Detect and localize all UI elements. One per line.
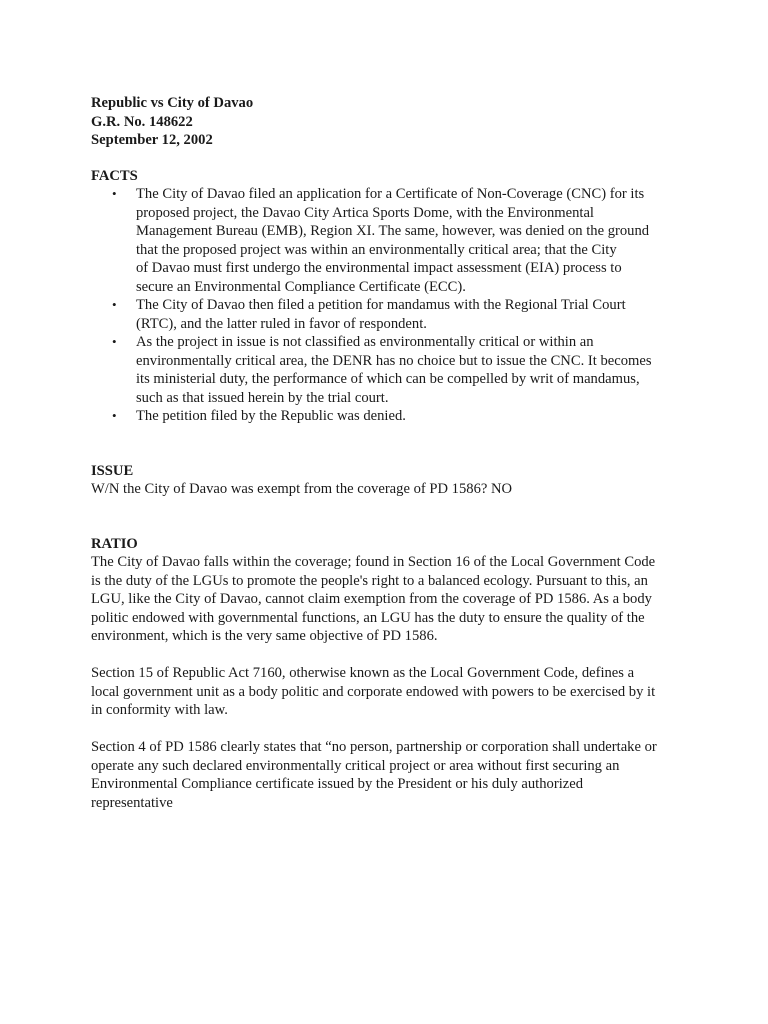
facts-item-line: of Davao must first undergo the environmental impact assessment (EIA) process to (136, 260, 622, 276)
ratio-line: operate any such declared environmentally critical project or area without first securing an (91, 757, 620, 774)
facts-item-line: secure an Environmental Compliance Certificate (ECC). (136, 278, 466, 295)
facts-item (91, 185, 711, 296)
issue-text: W/N the City of Davao was exempt from the coverage of PD 1586? NO (91, 481, 513, 497)
ratio-paragraph (91, 738, 711, 812)
ratio-line: environment, which is the very same objective of PD 1586. (91, 628, 438, 644)
ratio-paragraph (91, 664, 711, 720)
facts-item-line: The petition filed by the Republic was denied. (136, 408, 406, 424)
bullet-icon: • (112, 297, 117, 312)
ratio-paragraph (91, 553, 711, 646)
facts-item-line: Management Bureau (EMB), Region XI. The same, however, was denied on the ground (136, 223, 650, 239)
facts-item-line: (RTC), and the latter ruled in favor of respondent. (136, 315, 427, 332)
bullet-icon: • (112, 186, 117, 201)
ratio-line: Environmental Compliance certificate issued by the President or his duly authorized (91, 776, 583, 792)
facts-heading: FACTS (91, 167, 138, 184)
facts-item-line: proposed project, the Davao City Artica Sports Dome, with the Environmental (136, 204, 594, 221)
ratio-line: local government unit as a body politic and corporate endowed with powers to be exercised by it (91, 683, 656, 700)
ratio-line: representative (91, 794, 173, 811)
ratio-line: in conformity with law. (91, 702, 228, 718)
bullet-icon: • (112, 334, 117, 349)
facts-item (91, 296, 711, 333)
facts-list (91, 185, 711, 426)
case-header (91, 94, 711, 150)
ratio-line: politic endowed with governmental functions, an LGU has the duty to ensure the quality of the (91, 609, 645, 626)
facts-item-line: such as that issued herein by the trial court. (136, 389, 389, 406)
ratio-line: LGU, like the City of Davao, cannot claim exemption from the coverage of PD 1586. As a body (91, 591, 652, 607)
case-date: September 12, 2002 (91, 132, 213, 148)
case-gr-number: G.R. No. 148622 (91, 113, 193, 130)
ratio-heading: RATIO (91, 535, 138, 552)
ratio-line: is the duty of the LGUs to promote the people's right to a balanced ecology. Pursuant to this, an (91, 572, 648, 589)
ratio-line: The City of Davao falls within the coverage; found in Section 16 of the Local Government Code (91, 554, 656, 570)
facts-item-line: that the proposed project was within an environmentally critical area; that the City (136, 241, 617, 258)
facts-item (91, 333, 711, 407)
document-page (91, 94, 711, 812)
ratio-line: Section 4 of PD 1586 clearly states that “no person, partnership or corporation shall undertake or (91, 739, 657, 755)
bullet-icon: • (112, 408, 117, 423)
case-title: Republic vs City of Davao (91, 95, 254, 111)
facts-item-line: The City of Davao filed an application for a Certificate of Non-Coverage (CNC) for its (136, 186, 645, 202)
ratio-line: Section 15 of Republic Act 7160, otherwise known as the Local Government Code, defines a (91, 665, 635, 681)
facts-item-line: its ministerial duty, the performance of which can be compelled by writ of mandamus, (136, 371, 640, 387)
facts-item-line: The City of Davao then filed a petition for mandamus with the Regional Trial Court (136, 297, 626, 313)
facts-item (91, 407, 711, 426)
issue-heading: ISSUE (91, 462, 134, 479)
facts-item-line: As the project in issue is not classified as environmentally critical or within an (136, 334, 594, 350)
facts-item-line: environmentally critical area, the DENR has no choice but to issue the CNC. It becomes (136, 352, 652, 369)
